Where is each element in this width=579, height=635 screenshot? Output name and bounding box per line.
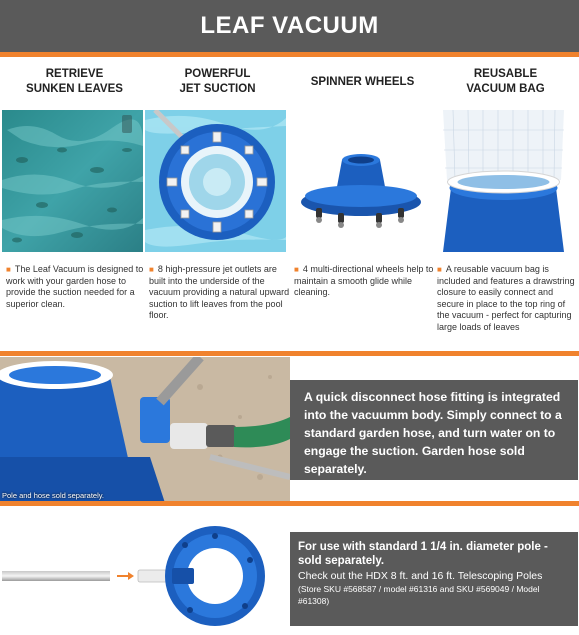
vacuum-wheels-photo <box>290 110 431 252</box>
section-divider-2 <box>0 501 579 506</box>
feature-desc-vacuum-bag: ■ A reusable vacuum bag is included and features a drawstring closure to easily connect and secure in place to the top ring of the vacuum - perfect for capturing large loads of leaves <box>437 264 575 332</box>
feature-desc-retrieve: ■ The Leaf Vacuum is designed to work with your garden hose to provide the suction needed for a superior clean. <box>6 264 144 309</box>
pole-info-heading: For use with standard 1 1/4 in. diameter pole - sold separately. <box>298 541 548 567</box>
pole-attachment-diagram <box>0 520 290 630</box>
feature-title-vacuum-bag: REUSABLE VACUUM BAG <box>466 68 545 95</box>
hose-fitting-photo <box>0 357 290 503</box>
pole-info-sku: (Store SKU #568587 / model #61316 and SKU #569049 / Model #61308) <box>298 584 540 606</box>
feature-desc-jet-suction: ■ 8 high-pressure jet outlets are built into the underside of the vacuum providing a natural upward suction to lift leaves from the pool floor. <box>149 264 290 320</box>
vacuum-bag-photo <box>433 110 574 252</box>
feature-desc-spinner-wheels: ■ 4 multi-directional wheels help to maintain a smooth glide while cleaning. <box>294 264 434 297</box>
feature-title-spinner-wheels: SPINNER WHEELS <box>310 75 415 88</box>
telescoping-pole <box>2 571 110 581</box>
pole-info-body: Check out the HDX 8 ft. and 16 ft. Telescoping Poles <box>298 570 543 582</box>
page-title: LEAF VACUUM <box>200 12 379 39</box>
vacuum-underside-photo <box>145 110 286 252</box>
arrow-right-icon <box>117 572 134 580</box>
feature-title-jet-suction: POWERFUL JET SUCTION <box>179 68 256 95</box>
hose-fitting-description: A quick disconnect hose fitting is integrated into the vacuumm body. Simply connect to a standard garden hose, and turn water on to engage the suction. Garden hose sold separately. <box>290 380 578 480</box>
pool-floor-leaves-photo <box>2 110 143 252</box>
feature-title-retrieve: RETRIEVE SUNKEN LEAVES <box>26 68 123 95</box>
section-divider <box>0 351 579 356</box>
header-divider <box>0 52 579 57</box>
page-header <box>0 0 579 52</box>
photo-caption: Pole and hose sold separately. <box>2 491 105 500</box>
pole-info-panel <box>290 532 578 626</box>
